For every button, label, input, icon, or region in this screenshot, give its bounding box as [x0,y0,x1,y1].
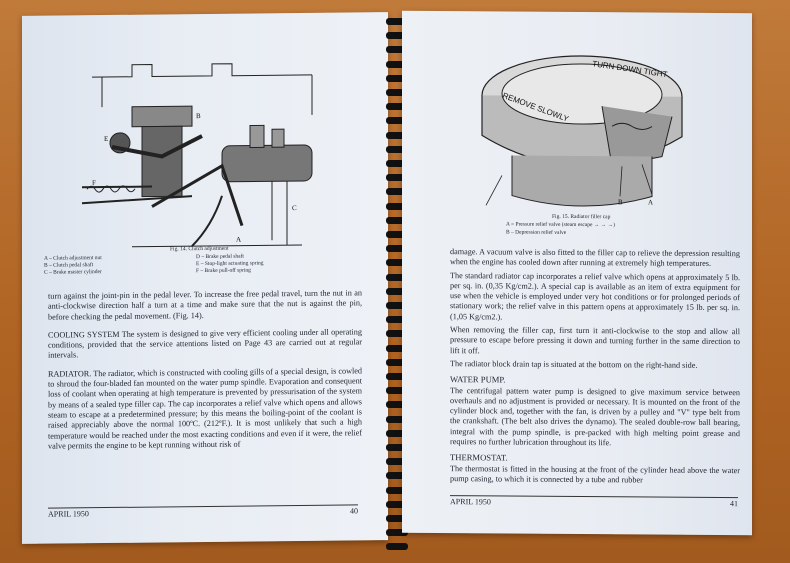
clutch-diagram [72,55,332,258]
diagram-label-b: B [618,198,623,207]
paragraph-text: The radiator, which is constructed with cooling gills of a special design, is cowled to shroud the four-bladed fan mounted on the water pump spindle. Evaporation and consequent loss of coolant when operating at high temperature is prevented by pressurisation of the system by means of a sealed type filler cap. The cap incorporates a relief valve which opens and allows steam to escape at a predetermined pressure; by this means the boiling-point of the coolant is raised appreciably above the normal 100ºC. (212ºF.). It is most unlikely that such a high temperature would be reached under the most exacting conditions and even if it were, the relief valve permits the engine to be kept running without risk of [48,366,363,451]
paragraph: The radiator block drain tap is situated at the bottom on the right-hand side. [450,359,698,370]
binding-coil [386,543,408,550]
right-page [402,11,752,535]
legend-item: F – Brake pull-off spring [196,267,251,275]
paragraph: The standard radiator cap incorporates a relief valve which opens at approximately 5 lb. per sq. in. (0,35 Kg/cm2.). A special cap is available as an item of extra equipment for use when the vehicle is employed under very hot conditions or for prolonged periods of stationary work; the relief valve in this pattern opens at approximately 15 lb. per sq. in. (1,05 Kg/cm2.). [450,270,740,322]
figure-15-legend-a: A = Pressure relief valve (steam escape → → →) [506,221,615,229]
left-footer [48,504,358,518]
section-heading: THERMOSTAT. [450,452,508,463]
figure-14-legend [44,253,334,277]
page-number: 40 [350,506,358,516]
paragraph [48,366,362,452]
diagram-label-f: F [92,179,96,188]
paragraph: The centrifugal pattern water pump is designed to give maximum service between overhauls and no adjustment is provided or necessary. It is mounted on the front of the cylinder block and, together with the fan, is driven by a pulley and "V" type belt from the crankshaft. (The belt also drives the dynamo). The sealed double-row ball bearing, integral with the pump spindle, is pre-packed with high melting point grease and requires no further lubrication throughout its life. [450,385,740,448]
section-heading: WATER PUMP. [450,374,506,385]
right-body-text [450,247,740,489]
legend-item: C – Brake master cylinder [44,269,102,276]
legend-item: A – Clutch adjustment nut [44,255,102,262]
legend-item: E – Stop-light actuating spring [196,260,264,268]
footer-date: APRIL 1950 [48,509,89,519]
legend-item: B – Clutch pedal shaft [44,262,94,269]
left-body-text [48,288,362,454]
diagram-label-a: A [648,198,654,207]
section-heading: COOLING SYSTEM [48,329,120,340]
paragraph: turn against the joint-pin in the pedal lever. To increase the free pedal travel, turn the nut in an anti-clockwise direction half a turn at a time and make sure that the nut is against the pin, before checking the pedal movement. (Fig. 14). [48,288,362,322]
diagram-label-e: E [104,135,109,144]
cap-text-top: TURN DOWN TIGHT [591,59,669,80]
cap-text-side: REMOVE SLOWLY [501,90,570,124]
diagram-label-b: B [196,112,201,121]
paragraph: The thermostat is fitted in the housing at the front of the cylinder head above the water pump casing, to which it is connected by a tube and rubber [450,463,740,485]
left-page [22,12,388,544]
paragraph [48,327,362,361]
footer-date: APRIL 1950 [450,497,491,507]
paragraph: When removing the filler cap, first turn it anti-clockwise to the stop and allow all pressure to escape before pressing it down and turning further in the same direction to lift it off. [450,325,740,355]
legend-item: D – Brake pedal shaft [196,253,244,261]
right-footer [450,495,738,508]
figure-15-caption: Fig. 15. Radiator filler cap [552,213,611,221]
section-heading: RADIATOR. [48,368,92,379]
diagram-label-a: A [236,235,242,244]
page-number: 41 [730,499,738,509]
paragraph-text: The system is designed to give very efficient cooling under all operating conditions, provided that the service attentions listed on Page 43 are carried out at regular intervals. [48,327,362,361]
figure-15-legend-b: B – Depression relief valve [506,229,567,236]
diagram-label-c: C [292,204,297,213]
filler-cap-diagram [472,25,702,217]
paragraph: damage. A vacuum valve is also fitted to the filler cap to relieve the depression resulting when the engine has cooled down after running at extremely high temperatures. [450,247,740,269]
figure-14-caption: Fig. 14. Clutch adjustment [170,245,229,253]
